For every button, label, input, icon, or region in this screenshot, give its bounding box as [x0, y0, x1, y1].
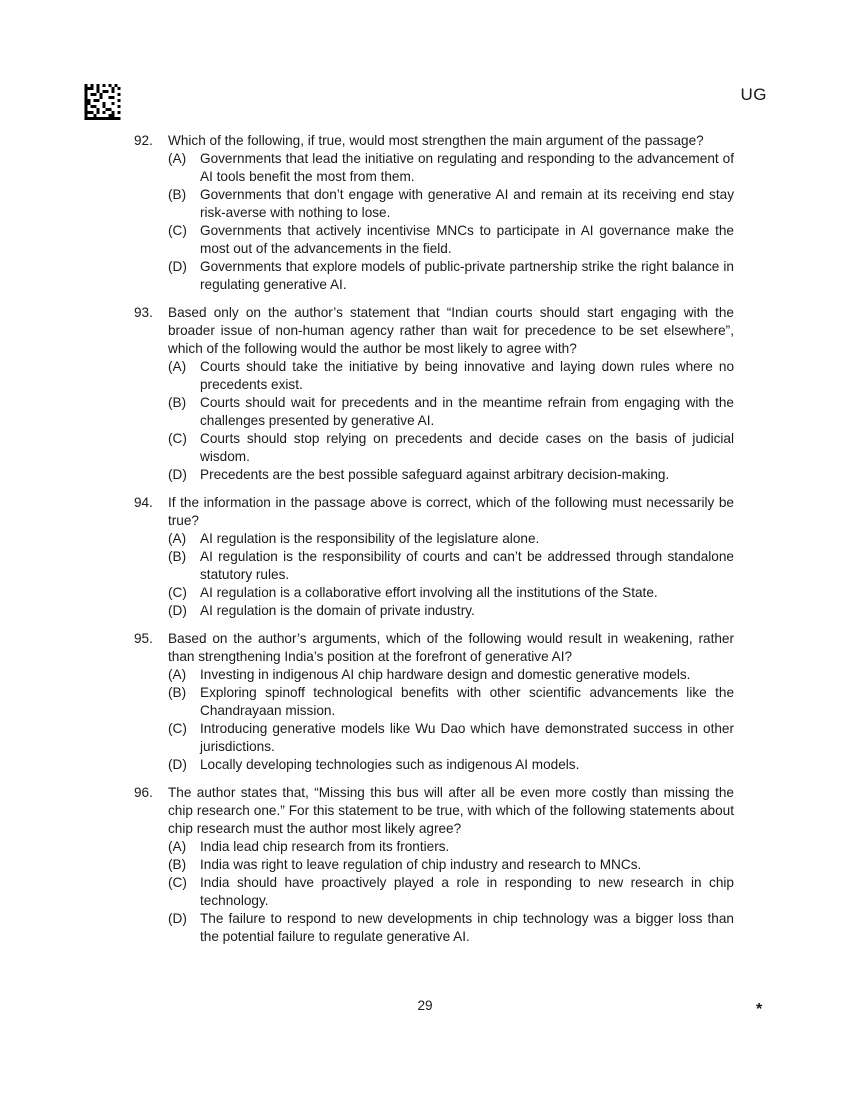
option-text: AI regulation is the responsibility of the legislature alone.	[200, 531, 540, 546]
option-label: (B)	[168, 857, 187, 872]
option-b	[168, 186, 734, 222]
option-a	[168, 530, 734, 548]
option-text: India was right to leave regulation of chip industry and research to MNCs.	[200, 857, 642, 872]
option-label: (D)	[168, 259, 187, 274]
option-b	[168, 856, 734, 874]
option-label: (D)	[168, 467, 187, 482]
option-text: Governments that actively incentivise MNCs to participate in AI governance make the most out of the advancements in the field.	[200, 223, 734, 256]
option-text: Courts should take the initiative by being innovative and laying down rules where no precedents exist.	[200, 359, 734, 392]
question-94	[134, 494, 734, 620]
option-label: (C)	[168, 721, 187, 736]
option-b	[168, 548, 734, 584]
option-b	[168, 394, 734, 430]
question-text: Which of the following, if true, would most strengthen the main argument of the passage?	[168, 133, 704, 148]
option-label: (D)	[168, 603, 187, 618]
option-c	[168, 720, 734, 756]
question-95	[134, 630, 734, 774]
question-number: 96.	[134, 785, 153, 800]
option-text: Courts should stop relying on precedents and decide cases on the basis of judicial wisdom.	[200, 431, 734, 464]
star-icon: *	[756, 1001, 763, 1018]
option-text: AI regulation is the domain of private industry.	[200, 603, 475, 618]
option-label: (C)	[168, 431, 187, 446]
option-d	[168, 258, 734, 294]
option-text: Courts should wait for precedents and in the meantime refrain from engaging with the challenges presented by generative AI.	[200, 395, 734, 428]
question-number: 93.	[134, 305, 153, 320]
question-96	[134, 784, 734, 946]
question-number: 94.	[134, 495, 153, 510]
option-label: (D)	[168, 757, 187, 772]
option-label: (A)	[168, 151, 187, 166]
option-text: AI regulation is a collaborative effort involving all the institutions of the State.	[200, 585, 658, 600]
option-label: (A)	[168, 359, 187, 374]
option-label: (D)	[168, 911, 187, 926]
option-text: Exploring spinoff technological benefits with other scientific advancements like the Chandrayaan mission.	[200, 685, 734, 718]
option-c	[168, 874, 734, 910]
option-d	[168, 602, 734, 620]
option-label: (B)	[168, 395, 187, 410]
option-label: (C)	[168, 585, 187, 600]
option-text: The failure to respond to new developments in chip technology was a bigger loss than the potential failure to regulate generative AI.	[200, 911, 734, 944]
option-text: Locally developing technologies such as indigenous AI models.	[200, 757, 580, 772]
question-number: 92.	[134, 133, 153, 148]
option-text: Investing in indigenous AI chip hardware design and domestic generative models.	[200, 667, 691, 682]
option-c	[168, 222, 734, 258]
option-c	[168, 430, 734, 466]
option-text: Introducing generative models like Wu Dao which have demonstrated success in other jurisdictions.	[200, 721, 734, 754]
option-text: India should have proactively played a role in responding to new research in chip technology.	[200, 875, 734, 908]
option-label: (A)	[168, 667, 187, 682]
question-92	[134, 132, 734, 294]
question-text: The author states that, “Missing this bus will after all be even more costly than missing the chip research one.” For this statement to be true, with which of the following statements about chip research must the author most likely agree?	[168, 785, 734, 836]
option-text: Governments that don’t engage with generative AI and remain at its receiving end stay risk-averse with nothing to lose.	[200, 187, 734, 220]
question-number: 95.	[134, 631, 153, 646]
option-c	[168, 584, 734, 602]
option-label: (B)	[168, 549, 187, 564]
question-text: If the information in the passage above is correct, which of the following must necessarily be true?	[168, 495, 734, 528]
option-d	[168, 466, 734, 484]
option-text: AI regulation is the responsibility of courts and can’t be addressed through standalone statutory rules.	[200, 549, 734, 582]
option-label: (A)	[168, 531, 187, 546]
option-a	[168, 358, 734, 394]
option-label: (B)	[168, 187, 187, 202]
option-a	[168, 666, 734, 684]
option-a	[168, 838, 734, 856]
question-text: Based on the author’s arguments, which of the following would result in weakening, rather than strengthening India’s position at the forefront of generative AI?	[168, 631, 734, 664]
question-93	[134, 304, 734, 484]
option-text: India lead chip research from its frontiers.	[200, 839, 450, 854]
option-text: Governments that lead the initiative on regulating and responding to the advancement of AI tools benefit the most from them.	[200, 151, 734, 184]
question-text: Based only on the author’s statement that “Indian courts should start engaging with the broader issue of non-human agency rather than wait for precedence to be set elsewhere”, which of the following would the author be most likely to agree with?	[168, 305, 734, 356]
option-label: (C)	[168, 223, 187, 238]
option-b	[168, 684, 734, 720]
option-label: (C)	[168, 875, 187, 890]
datamatrix-barcode-icon	[84, 84, 121, 120]
question-list	[134, 132, 734, 956]
option-a	[168, 150, 734, 186]
option-label: (B)	[168, 685, 187, 700]
option-d	[168, 756, 734, 774]
option-label: (A)	[168, 839, 187, 854]
page-number: 29	[417, 998, 433, 1013]
option-d	[168, 910, 734, 946]
exam-code: UG	[740, 85, 767, 104]
option-text: Governments that explore models of public-private partnership strike the right balance in regulating generative AI.	[200, 259, 734, 292]
option-text: Precedents are the best possible safeguard against arbitrary decision-making.	[200, 467, 670, 482]
